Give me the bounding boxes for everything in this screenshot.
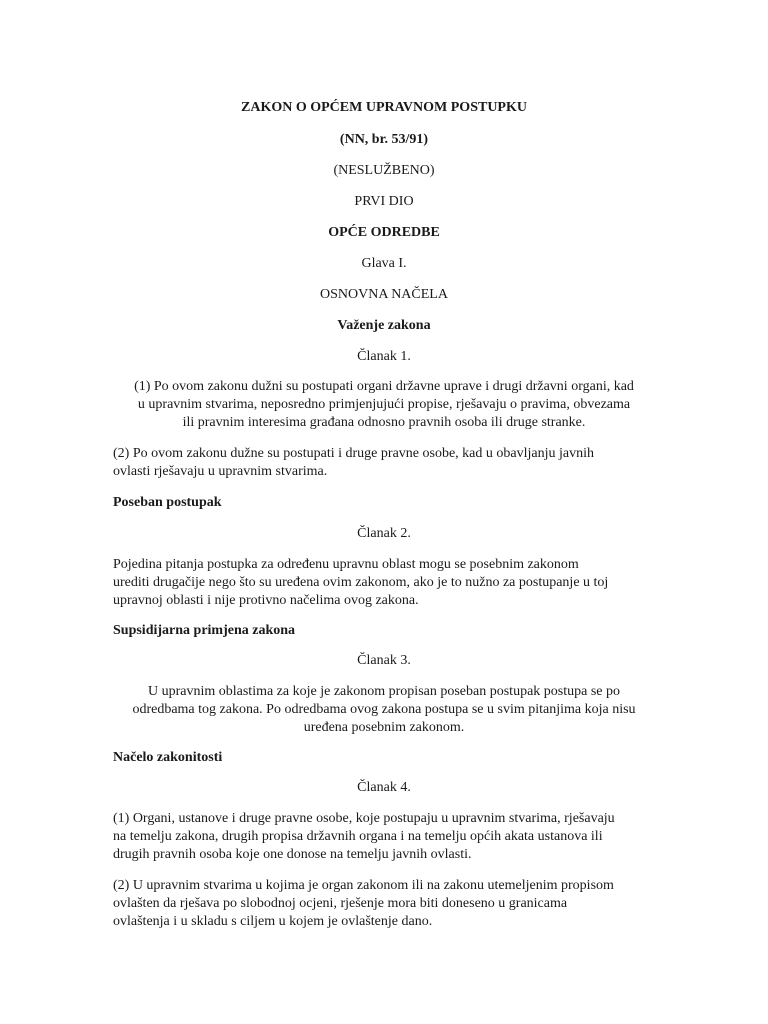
paragraph-line: na temelju zakona, drugih propisa državnih organa i na temelju općih akata ustanova ili [113, 829, 603, 844]
paragraph-line: U upravnim oblastima za koje je zakonom propisan poseban postupak postupa se po [147, 684, 620, 699]
paragraph-line: ovlasti rješavaju u upravnim stvarima. [113, 464, 328, 479]
chapter-label: Glava I. [361, 256, 407, 271]
section-heading: Poseban postupak [113, 495, 222, 510]
gazette-reference: (NN, br. 53/91) [339, 132, 429, 147]
unofficial-note: (NESLUŽBENO) [333, 163, 435, 178]
paragraph-line: drugih pravnih osoba koje one donose na temelju javnih ovlasti. [113, 847, 472, 862]
paragraph-line: urediti drugačije nego što su uređena ovim zakonom, ako je to nužno za postupanje u toj [113, 575, 609, 590]
paragraph-line: ili pravnim interesima građana odnosno pravnih osoba ili druge stranke. [182, 415, 586, 430]
section-heading: Načelo zakonitosti [113, 750, 223, 765]
paragraph-line: odredbama tog zakona. Po odredbama ovog zakona postupa se u svim pitanjima koja nisu [132, 702, 636, 717]
paragraph-line: (1) Po ovom zakonu dužni su postupati organi državne uprave i drugi državni organi, kad [134, 379, 634, 394]
part-label: PRVI DIO [354, 194, 414, 209]
document-page [113, 0, 655, 1024]
article-number: Članak 4. [357, 780, 411, 795]
article-number: Članak 1. [357, 349, 411, 364]
paragraph-line: ovlaštenja i u skladu s ciljem u kojem je ovlaštenje dano. [113, 914, 433, 929]
chapter-title: OSNOVNA NAČELA [320, 287, 448, 302]
article-number: Članak 3. [357, 653, 411, 668]
paragraph-line: (1) Organi, ustanove i druge pravne osobe, koje postupaju u upravnim stvarima, rješavaju [113, 811, 615, 826]
paragraph-line: ovlašten da rješava po slobodnoj ocjeni, rješenje mora biti doneseno u granicama [113, 896, 568, 911]
section-heading: Važenje zakona [337, 318, 431, 333]
paragraph-line: (2) Po ovom zakonu dužne su postupati i druge pravne osobe, kad u obavljanju javnih [113, 446, 594, 461]
paragraph-line: Pojedina pitanja postupka za određenu upravnu oblast mogu se posebnim zakonom [113, 557, 579, 572]
paragraph-line: (2) U upravnim stvarima u kojima je organ zakonom ili na zakonu utemeljenim propisom [113, 878, 614, 893]
section-heading: Supsidijarna primjena zakona [113, 623, 296, 638]
paragraph-line: uređena posebnim zakonom. [303, 720, 465, 735]
part-title: OPĆE ODREDBE [328, 225, 440, 240]
law-title: ZAKON O OPĆEM UPRAVNOM POSTUPKU [241, 100, 527, 115]
article-number: Članak 2. [357, 526, 411, 541]
paragraph-line: u upravnim stvarima, neposredno primjenjujući propise, rješavaju o pravima, obvezama [137, 397, 631, 412]
paragraph-line: upravnoj oblasti i nije protivno načelima ovog zakona. [113, 593, 419, 608]
